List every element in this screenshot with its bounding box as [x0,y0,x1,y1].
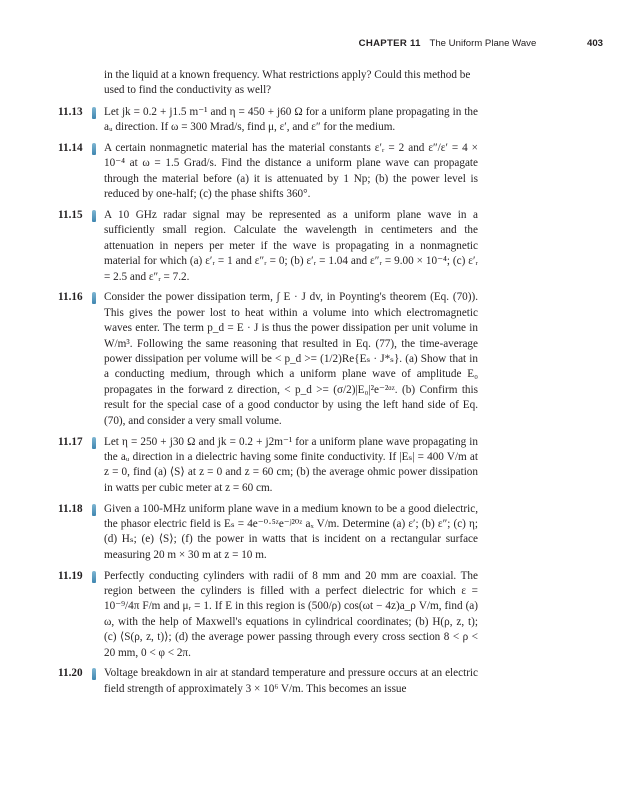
problem-11-19 [0,569,627,661]
problem-text: A certain nonmagnetic material has the material constants ε′ᵣ = 2 and ε″/ε′ = 4 × 10⁻⁴ at ω = 1.5 Grad/s. Find the distance a uniform plane wave can propagate through the material before (a) it is attenuated by 1 Np; (b) the power level is reduced by one-half; (c) the phase shifts 360°. [104,142,478,201]
intro-paragraph: in the liquid at a known frequency. What restrictions apply? Could this method be used to find the conductivity as well? [104,69,471,97]
problem-11-17 [0,435,627,497]
problem-number: 11.18 [58,502,83,515]
problem-number: 11.19 [58,569,83,582]
problem-text: Consider the power dissipation term, ∫ E · J dv, in Poynting's theorem (Eq. (70)). This gives the power lost to heat within a volume into which electromagnetic waves enter. The term p_d = E · J is thus the power dissipation per unit volume in W/m³. Following the same reasoning that resulted in Eq. (77), the time-average power dissipation per volume will be < p_d >= (1/2)Re{Eₛ · J*ₛ}. (a) Show that in a conducting medium, through which a uniform plane wave of amplitude E₀ propagates in the forward z direction, < p_d >= (σ/2)|E₀|²e⁻²ᵅᶻ. (b) Confirm this result for the special case of a good conductor by using the left hand side of Eq. (70), and consider a very small volume. [104,291,478,427]
page-number: 403 [586,38,603,49]
page-body [0,68,627,703]
running-header [0,38,603,52]
marker-icon [92,571,96,583]
problem-11-18 [0,502,627,564]
problem-text: A 10 GHz radar signal may be represented as a uniform plane wave in a sufficiently small region. Calculate the wavelength in centimeters and the attenuation in nepers per meter if the wave is propagating in a nonmagnetic material for which (a) ε′ᵣ = 1 and ε″ᵣ = 0; (b) ε′ᵣ = 1.04 and ε″ᵣ = 9.00 × 10⁻⁴; (c) ε′ᵣ = 2.5 and ε″ᵣ = 7.2. [104,209,478,283]
chapter-title: The Uniform Plane Wave [429,38,537,49]
chapter-label: CHAPTER 11 [358,38,421,49]
problem-number: 11.20 [58,667,83,680]
marker-icon [92,504,96,516]
problem-text: Perfectly conducting cylinders with radii of 8 mm and 20 mm are coaxial. The region between the cylinders is filled with a perfect dielectric for which ε = 10⁻⁹/4π F/m and μᵣ = 1. If E in this region is (500/ρ) cos(ωt − 4z)a_ρ V/m, find (a) ω, with the help of Maxwell's equations in cylindrical coordinates; (b) H(ρ, z, t); (c) ⟨S(ρ, z, t)⟩; (d) the average power passing through every cross section 8 < ρ < 20 mm, 0 < φ < 2π. [104,569,478,659]
problem-11-16 [0,290,627,429]
problem-text: Given a 100-MHz uniform plane wave in a medium known to be a good dielectric, the phasor electric field is Eₛ = 4e⁻⁰·⁵ᶻe⁻ʲ²⁰ᶻ aₓ V/m. Determine (a) ε′; (b) ε″; (c) η; (d) Hₛ; (e) ⟨S⟩; (f) the power in watts that is incident on a rectangular surface measuring 20 m × 30 m at z = 10 m. [104,502,478,561]
marker-icon [92,107,96,119]
problem-number: 11.17 [58,435,83,448]
marker-icon [92,210,96,222]
problem-11-15 [0,208,627,285]
problem-text: Let η = 250 + j30 Ω and jk = 0.2 + j2m⁻¹ for a uniform plane wave propagating in the aᵤ direction in a dielectric having some finite conductivity. If |Eₛ| = 400 V/m at z = 0, find (a) ⟨S⟩ at z = 0 and z = 60 cm; (b) the average ohmic power dissipation in watts per cubic meter at z = 60 cm. [104,435,478,494]
problem-number: 11.13 [58,105,83,118]
problem-text: Let jk = 0.2 + j1.5 m⁻¹ and η = 450 + j60 Ω for a uniform plane propagating in the aᵤ direction. If ω = 300 Mrad/s, find μ, ε′, and ε″ for the medium. [104,105,478,134]
problem-11-20 [0,666,627,697]
marker-icon [92,437,96,449]
problem-11-13 [0,105,627,136]
problem-text: Voltage breakdown in air at standard temperature and pressure occurs at an electric field strength of approximately 3 × 10⁶ V/m. This becomes an issue [104,667,478,695]
problem-number: 11.14 [58,142,83,155]
marker-icon [92,668,96,680]
problem-11-14 [0,141,627,203]
marker-icon [92,143,96,155]
marker-icon [92,292,96,304]
problem-number: 11.16 [58,291,83,304]
problem-number: 11.15 [58,209,83,222]
